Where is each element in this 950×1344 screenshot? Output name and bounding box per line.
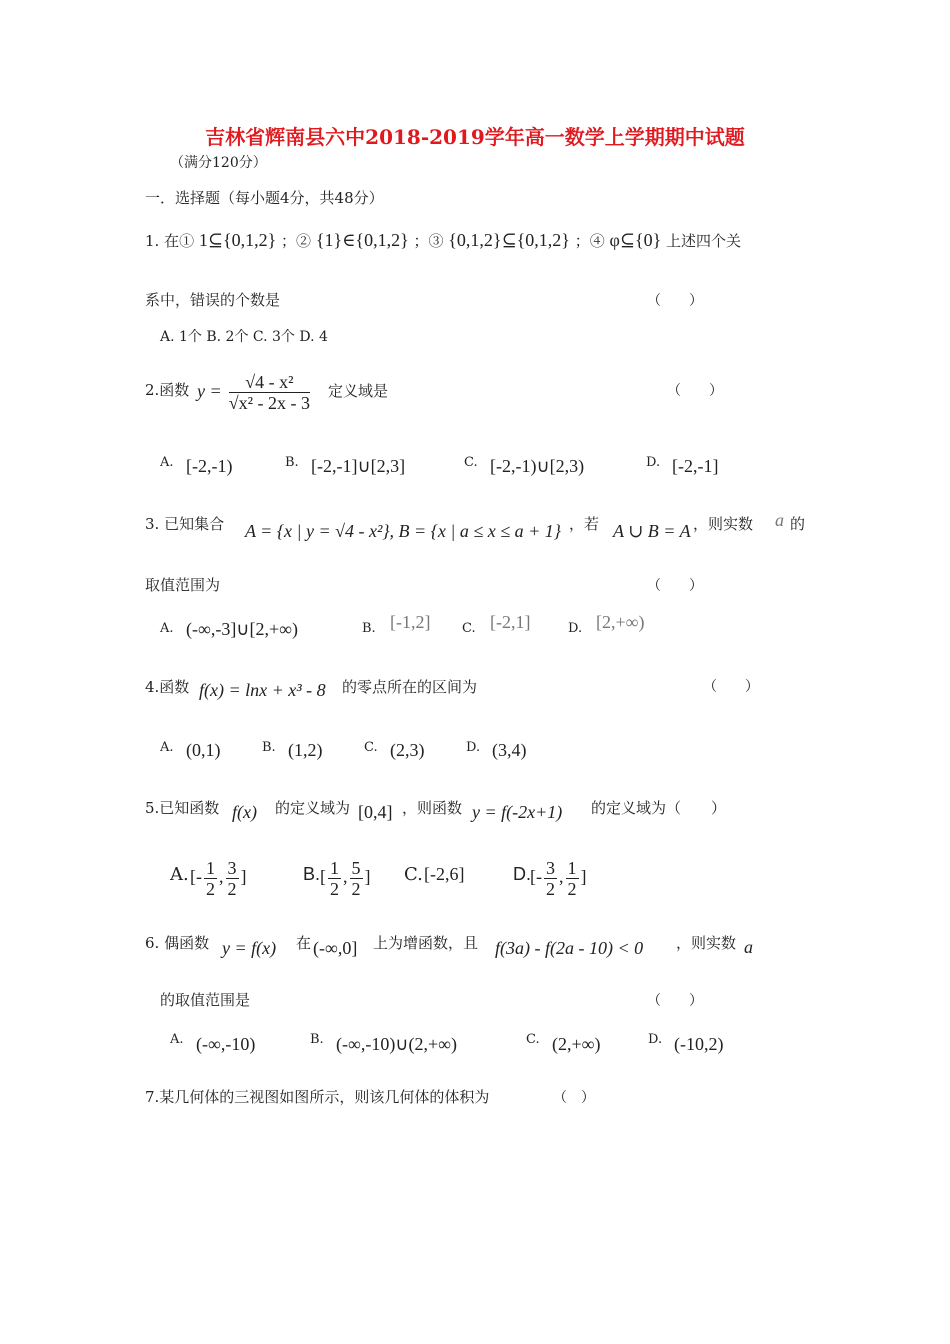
q4-answer-paren: （ ） (703, 679, 759, 695)
q3-var-a: a (775, 510, 784, 530)
q5-option-b-label: B. (303, 864, 321, 884)
q1-answer-paren: （ ） (647, 293, 703, 309)
q6-interval: (-∞,0] (313, 938, 358, 958)
q2-answer-paren: （ ） (667, 383, 723, 399)
q3-tail: ，则实数 (693, 515, 754, 533)
q3-mid: ，若 (569, 515, 600, 533)
q6-inequality: f(3a) - f(2a - 10) < 0 (495, 938, 644, 958)
q5-mid: 的定义域为 (275, 799, 351, 817)
q5-function: f(x) (232, 802, 257, 822)
q6-option-c-label: C. (526, 1032, 540, 1047)
q5-tail: 的定义域为（ ） (591, 799, 727, 817)
q2-option-d: [-2,-1] (672, 456, 719, 476)
q4-option-d: (3,4) (492, 740, 527, 760)
question-4: 4.函数 (145, 678, 190, 696)
q4-option-a: (0,1) (186, 740, 221, 760)
page-title: 吉林省辉南县六中2018-2019学年高一数学上学期期中试题 (205, 125, 745, 149)
q5-option-d-label: D. (513, 864, 531, 884)
q3-option-b: [-1,2] (390, 612, 431, 632)
q3-option-d: [2,+∞) (596, 612, 645, 632)
q3-answer-paren: （ ） (647, 578, 703, 594)
q7-answer-paren: （ ） (553, 1090, 595, 1106)
question-6: 6. 偶函数 (145, 934, 210, 952)
q5-domain: [0,4] (358, 802, 393, 822)
q3-option-c: [-2,1] (490, 612, 531, 632)
q3-option-a: (-∞,-3]∪[2,+∞) (186, 619, 298, 639)
question-1-line2: 系中，错误的个数是 (145, 291, 281, 309)
q4-function: f(x) = lnx + x³ - 8 (199, 680, 326, 700)
q2-function: y = $\frac{\text{√4 - x²}}{\text{√x² - 2x - 3}}$ (197, 372, 310, 413)
q5-option-b: [ $\frac{1}{2}$ , $\frac{5}{2}$ ] (320, 858, 371, 899)
q2-option-a-label: A. (160, 455, 174, 470)
q6-answer-paren: （ ） (647, 993, 703, 1009)
q6-option-d: (-10,2) (674, 1034, 724, 1054)
q5-option-c-label: C. (404, 864, 423, 885)
section-heading: 一．选择题（每小题4分，共48分） (145, 189, 384, 207)
q1-options: A. 1个 B. 2个 C. 3个 D. 4 (160, 329, 328, 345)
q6-option-b: (-∞,-10)∪(2,+∞) (336, 1034, 457, 1054)
q1-statement-3: {0,1,2}⊆{0,1,2} (448, 230, 570, 250)
q4-tail: 的零点所在的区间为 (342, 678, 478, 696)
q5-option-c: [-2,6] (424, 864, 465, 884)
question-3: 3. 已知集合 (145, 515, 225, 533)
q6-option-a: (-∞,-10) (196, 1034, 256, 1054)
q2-denominator: √x² - 2x - 3 (228, 393, 310, 413)
q3-option-b-label: B. (362, 621, 376, 636)
q5-option-d: [- $\frac{3}{2}$ , $\frac{1}{2}$ ] (530, 858, 587, 899)
q2-option-b-label: B. (285, 455, 299, 470)
q6-function: y = f(x) (222, 938, 277, 958)
question-2: 2.函数 (145, 381, 190, 399)
q6-option-d-label: D. (648, 1032, 663, 1047)
q2-option-c: [-2,-1)∪[2,3) (490, 456, 585, 476)
q2-option-c-label: C. (464, 455, 478, 470)
q6-option-b-label: B. (310, 1032, 324, 1047)
q3-condition: A ∪ B = A (613, 521, 691, 541)
q5-composite: y = f(-2x+1) (472, 802, 563, 822)
question-7: 7.某几何体的三视图如图所示，则该几何体的体积为 (145, 1088, 490, 1106)
q3-tail2: 的 (790, 515, 806, 533)
q6-tail: ，则实数 (676, 934, 737, 952)
q5-option-a-label: A. (170, 864, 189, 885)
q1-statement-4: φ⊆{0} (609, 230, 662, 250)
q6-mid: 在 (296, 934, 312, 952)
q2-option-d-label: D. (646, 455, 661, 470)
q4-option-c-label: C. (364, 740, 378, 755)
q4-option-c: (2,3) (390, 740, 425, 760)
q4-option-b-label: B. (262, 740, 276, 755)
q4-option-b: (1,2) (288, 740, 323, 760)
q3-option-c-label: C. (462, 621, 476, 636)
q5-option-a: [- $\frac{1}{2}$ , $\frac{3}{2}$ ] (190, 858, 247, 899)
full-score: （满分120分） (170, 155, 267, 171)
q2-tail: 定义域是 (328, 382, 389, 400)
q2-option-a: [-2,-1) (186, 456, 233, 476)
q2-numerator: √4 - x² (229, 372, 310, 393)
q3-option-d-label: D. (568, 621, 583, 636)
q3-option-a-label: A. (160, 621, 174, 636)
q6-option-a-label: A. (170, 1032, 184, 1047)
q1-statement-2: {1}∈{0,1,2} (315, 230, 409, 250)
q6-option-c: (2,+∞) (552, 1034, 601, 1054)
question-5: 5.已知函数 (145, 799, 220, 817)
q4-option-a-label: A. (160, 740, 174, 755)
q1-statement-1: 1⊆{0,1,2} (198, 230, 277, 250)
q4-option-d-label: D. (466, 740, 481, 755)
q2-option-b: [-2,-1]∪[2,3] (311, 456, 406, 476)
q6-var-a: a (744, 937, 753, 957)
q3-sets: A = {x | y = √4 - x²}, B = {x | a ≤ x ≤ a + 1} (245, 521, 561, 541)
q5-mid2: ，则函数 (402, 799, 463, 817)
question-1-line1: 1. 在① 1⊆{0,1,2} ；② {1}∈{0,1,2} ；③ {0,1,2}⊆{0,1,2} ；④ φ⊆{0} 上述四个关 (145, 230, 742, 250)
question-3-line2: 取值范围为 (145, 576, 221, 594)
q6-mid2: 上为增函数，且 (373, 934, 479, 952)
question-6-line2: 的取值范围是 (160, 991, 251, 1009)
